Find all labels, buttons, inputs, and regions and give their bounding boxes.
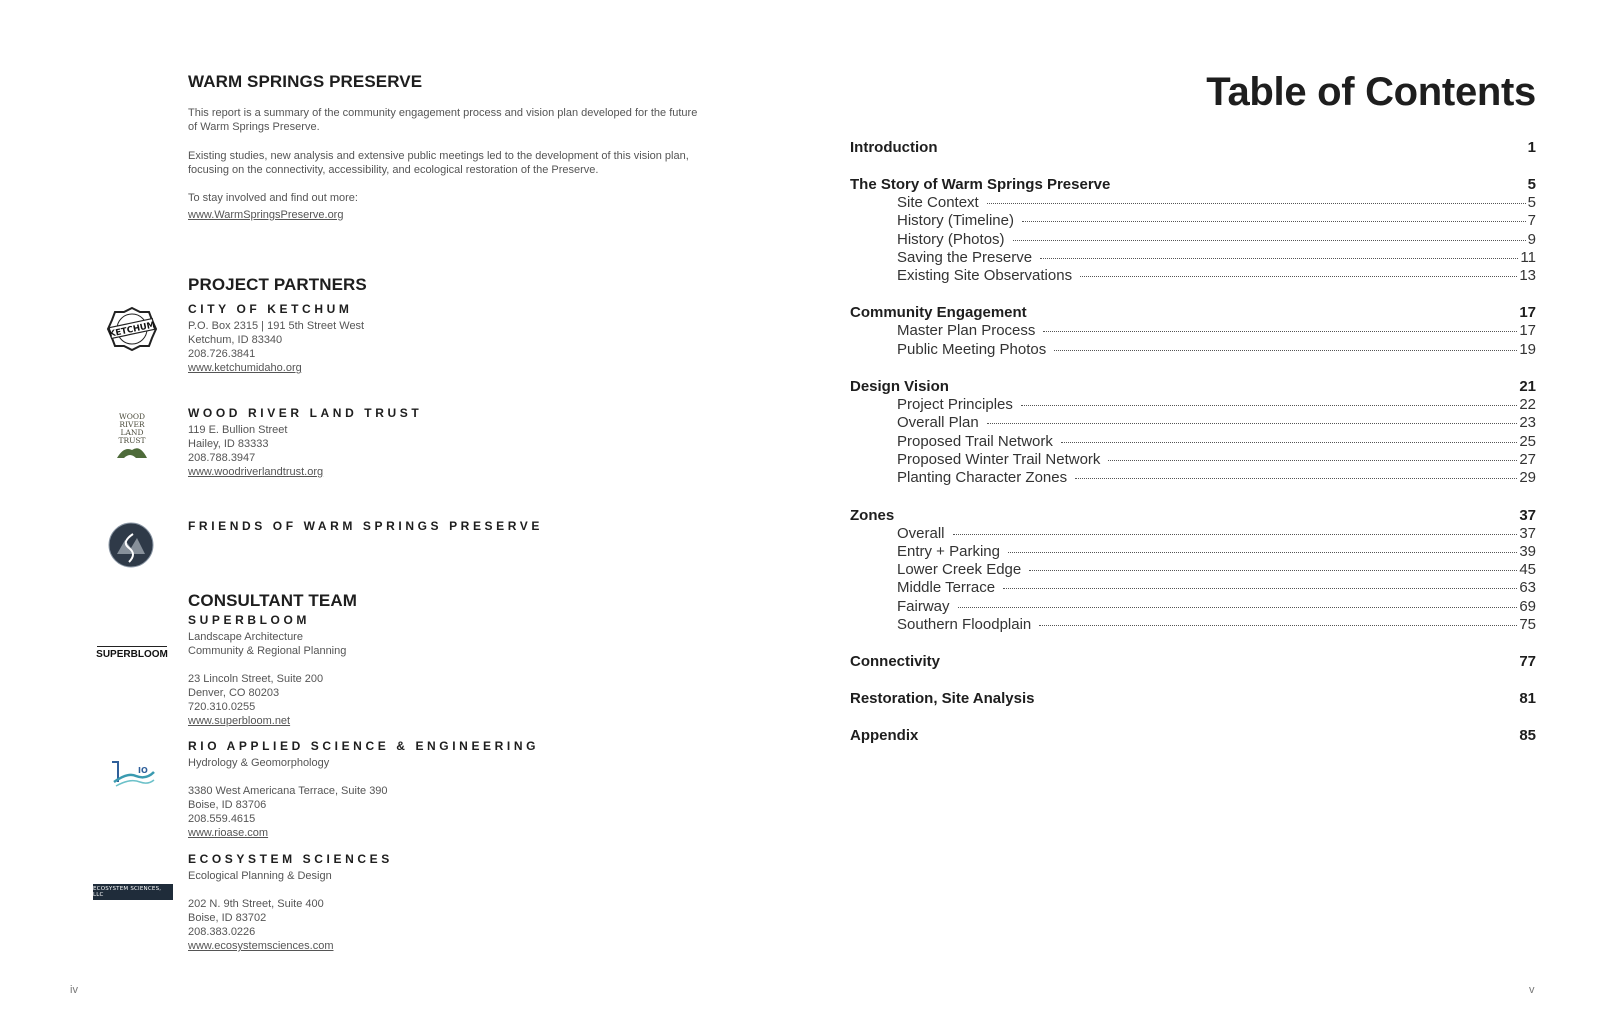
rio-river-icon [108,758,156,792]
intro-title: WARM SPRINGS PRESERVE [188,72,423,91]
toc-subsection-page: 22 [1519,396,1536,414]
toc-section-label: The Story of Warm Springs Preserve [850,176,1111,193]
role-line: Hydrology & Geomorphology [188,757,330,769]
dot-leader [1061,442,1517,443]
consultant-name: SUPERBLOOM [188,613,311,627]
intro-paragraph-1: This report is a summary of the community engagement process and vision plan developed for the future of Warm Springs Preserve. [188,107,698,133]
toc-subsection-entry[interactable] [850,194,1536,212]
dot-leader [1039,625,1517,626]
phone-line: 208.788.3947 [188,452,256,464]
intro-paragraph-2: Existing studies, new analysis and extensive public meetings led to the development of this vision plan, focusing on the connectivity, accessibility, and ecological restoration of the Preserve. [188,150,689,176]
city-line: Ketchum, ID 83340 [188,334,283,346]
toc-section-label: Community Engagement [850,304,1027,322]
toc-subsection-label: Overall Plan [897,414,979,432]
consultant-name: RIO APPLIED SCIENCE & ENGINEERING [188,739,540,753]
consultant-rio [188,738,608,840]
superbloom-logo [96,643,168,663]
toc-subsection-entry[interactable] [850,231,1536,249]
toc-subsection-label: Existing Site Observations [897,267,1073,285]
rio-website-link[interactable]: www.rioase.com [188,827,269,839]
toc-section-entry[interactable] [850,138,1536,157]
toc-section [850,303,1536,359]
toc-section-label: Design Vision [850,378,949,396]
phone-line: 208.383.0226 [188,926,256,938]
ketchum-seal-icon [106,306,158,352]
city-line: Denver, CO 80203 [188,687,280,699]
toc-subsection-entry[interactable] [850,322,1536,340]
wood-river-website-link[interactable]: www.woodriverlandtrust.org [188,466,324,478]
toc-section [850,506,1536,635]
dot-leader [958,607,1518,608]
toc-subsection-page: 19 [1519,340,1536,358]
wood-river-logo-line: TRUST [118,436,146,445]
toc-subsection-entry[interactable] [850,616,1536,634]
page-number-right: v [1529,984,1535,996]
dot-leader [1003,588,1517,589]
role-line: Landscape Architecture [188,631,303,643]
toc-section-entry[interactable] [850,303,1536,322]
dot-leader [1021,405,1517,406]
dot-leader [1054,350,1517,351]
friends-badge-icon [107,518,155,570]
toc-subsection-label: Middle Terrace [897,579,996,597]
dot-leader [1022,221,1526,222]
toc-subsection-entry[interactable] [850,249,1536,267]
toc-subsection-entry[interactable] [850,451,1536,469]
toc-subsection-entry[interactable] [850,561,1536,579]
rio-logo [108,758,156,792]
role-line: Community & Regional Planning [188,645,347,657]
toc-subsection-entry[interactable] [850,212,1536,230]
toc-subsection-label: Entry + Parking [897,542,1000,560]
toc-subsection-page: 69 [1519,597,1536,615]
toc-subsection-label: History (Photos) [897,230,1005,248]
toc-subsection-label: Planting Character Zones [897,469,1068,487]
wood-river-trust-icon [110,410,154,462]
toc-subsection-label: Proposed Winter Trail Network [897,450,1101,468]
toc-subsection-label: Master Plan Process [897,322,1036,340]
toc-section-page: 5 [1527,176,1536,193]
toc-subsection-entry[interactable] [850,525,1536,543]
dot-leader [1043,331,1517,332]
toc-section-page: 81 [1519,690,1536,708]
toc-subsection-page: 37 [1519,524,1536,542]
toc-subsection-page: 23 [1519,414,1536,432]
phone-line: 208.559.4615 [188,813,256,825]
toc-subsection-label: Project Principles [897,396,1013,414]
toc-subsection-page: 25 [1519,432,1536,450]
toc-subsection-label: Fairway [897,597,950,615]
ketchum-logo [106,306,158,352]
dot-leader [1040,258,1518,259]
ecosystem-website-link[interactable]: www.ecosystemsciences.com [188,940,334,952]
toc-subsection-label: Public Meeting Photos [897,340,1047,358]
toc-subsection-entry[interactable] [850,579,1536,597]
toc-section-page: 77 [1519,653,1536,671]
toc-section-entry[interactable] [850,506,1536,525]
toc-section-page: 37 [1519,506,1536,524]
toc-subsection-page: 27 [1519,450,1536,468]
toc-section-entry[interactable] [850,689,1536,708]
toc-section [850,689,1536,708]
toc-section-entry[interactable] [850,726,1536,745]
page-number-left: iv [70,984,78,996]
toc-subsection-label: Site Context [897,194,979,211]
friends-logo [107,518,155,570]
dot-leader [1013,240,1526,241]
toc-subsection-entry[interactable] [850,433,1536,451]
toc-subsection-entry[interactable] [850,267,1536,285]
wood-river-logo-line: RIVER [119,420,145,429]
svg-text:IO: IO [138,766,148,775]
dot-leader [987,203,1526,204]
consultant-ecosystem [188,851,608,953]
wood-river-logo-line: LAND [120,428,144,437]
dot-leader [1008,552,1517,553]
address-line: 202 N. 9th Street, Suite 400 [188,898,324,910]
wood-river-logo-line: WOOD [118,412,146,421]
dot-leader [1029,570,1517,571]
toc-section [850,175,1536,285]
partner-ketchum [188,301,608,375]
toc-subsection-page: 39 [1519,542,1536,560]
dot-leader [1075,478,1517,479]
ecosystem-logo-text: ECOSYSTEM SCIENCES, LLC [93,886,162,898]
phone-line: 720.310.0255 [188,701,256,713]
toc-subsection-page: 17 [1519,322,1536,340]
toc-section-label: Zones [850,506,895,524]
role-line: Ecological Planning & Design [188,870,332,882]
partner-name: FRIENDS OF WARM SPRINGS PRESERVE [188,519,544,533]
city-line: Boise, ID 83706 [188,799,267,811]
toc-section [850,138,1536,157]
address-line: P.O. Box 2315 | 191 5th Street West [188,320,365,332]
toc-subsection-page: 45 [1519,561,1536,579]
toc-section-entry[interactable] [850,377,1536,396]
toc-subsection-label: Southern Floodplain [897,616,1032,634]
wood-river-logo [110,410,154,462]
partner-wood-river [188,405,608,479]
ketchum-website-link[interactable]: www.ketchumidaho.org [188,362,302,374]
toc-subsection-entry[interactable] [850,543,1536,561]
toc-subsection-entry[interactable] [850,469,1536,487]
toc-section-page: 1 [1527,139,1536,156]
toc-section-entry[interactable] [850,652,1536,671]
project-partners-title: PROJECT PARTNERS [188,275,367,294]
toc-title: Table of Contents [1206,70,1536,114]
preserve-website-link[interactable]: www.WarmSpringsPreserve.org [188,209,344,221]
city-line: Hailey, ID 83333 [188,438,269,450]
toc-subsection-page: 7 [1527,212,1536,230]
toc-subsection-label: Saving the Preserve [897,248,1033,266]
toc-subsection-entry[interactable] [850,396,1536,414]
dot-leader [1080,276,1517,277]
address-line: 3380 West Americana Terrace, Suite 390 [188,785,388,797]
superbloom-logo-text: SUPERBLOOM [96,649,168,660]
toc-subsection-label: Overall [897,524,945,542]
dot-leader [1108,460,1517,461]
toc-section-entry[interactable] [850,175,1536,194]
toc-section [850,652,1536,671]
toc-section [850,726,1536,745]
consultant-name: ECOSYSTEM SCIENCES [188,852,393,866]
toc-subsection-page: 29 [1519,469,1536,487]
toc-subsection-page: 75 [1519,616,1536,634]
toc-section-label: Appendix [850,727,919,745]
consultant-superbloom [188,612,608,728]
toc-subsection-entry[interactable] [850,598,1536,616]
toc-subsection-entry[interactable] [850,341,1536,359]
toc-section-label: Connectivity [850,653,941,671]
toc-section-page: 85 [1519,727,1536,745]
toc-section-label: Restoration, Site Analysis [850,690,1035,708]
dot-leader [953,534,1518,535]
toc-section-page: 17 [1519,304,1536,322]
dot-leader [987,423,1518,424]
toc-subsection-page: 5 [1527,194,1536,211]
toc-subsection-label: Lower Creek Edge [897,561,1022,579]
toc-subsection-page: 11 [1520,248,1536,266]
table-of-contents [850,138,1536,763]
toc-subsection-entry[interactable] [850,414,1536,432]
toc-subsection-label: History (Timeline) [897,212,1014,230]
partner-friends [188,518,608,536]
consultant-team-title: CONSULTANT TEAM [188,591,357,610]
phone-line: 208.726.3841 [188,348,256,360]
superbloom-website-link[interactable]: www.superbloom.net [188,715,291,727]
intro-paragraph-3: To stay involved and find out more: [188,192,358,204]
partner-name: WOOD RIVER LAND TRUST [188,406,423,420]
city-line: Boise, ID 83702 [188,912,267,924]
toc-section-page: 21 [1519,378,1536,396]
intro-more-info [188,191,708,223]
address-line: 119 E. Bullion Street [188,424,288,436]
toc-subsection-page: 13 [1519,267,1536,285]
ketchum-logo-text: KETCHUM [108,320,157,340]
ecosystem-logo [93,884,173,900]
partner-name: CITY OF KETCHUM [188,302,353,316]
toc-subsection-page: 63 [1519,579,1536,597]
toc-section-label: Introduction [850,139,938,156]
toc-subsection-label: Proposed Trail Network [897,432,1053,450]
toc-subsection-page: 9 [1527,230,1536,248]
toc-section [850,377,1536,487]
address-line: 23 Lincoln Street, Suite 200 [188,673,324,685]
